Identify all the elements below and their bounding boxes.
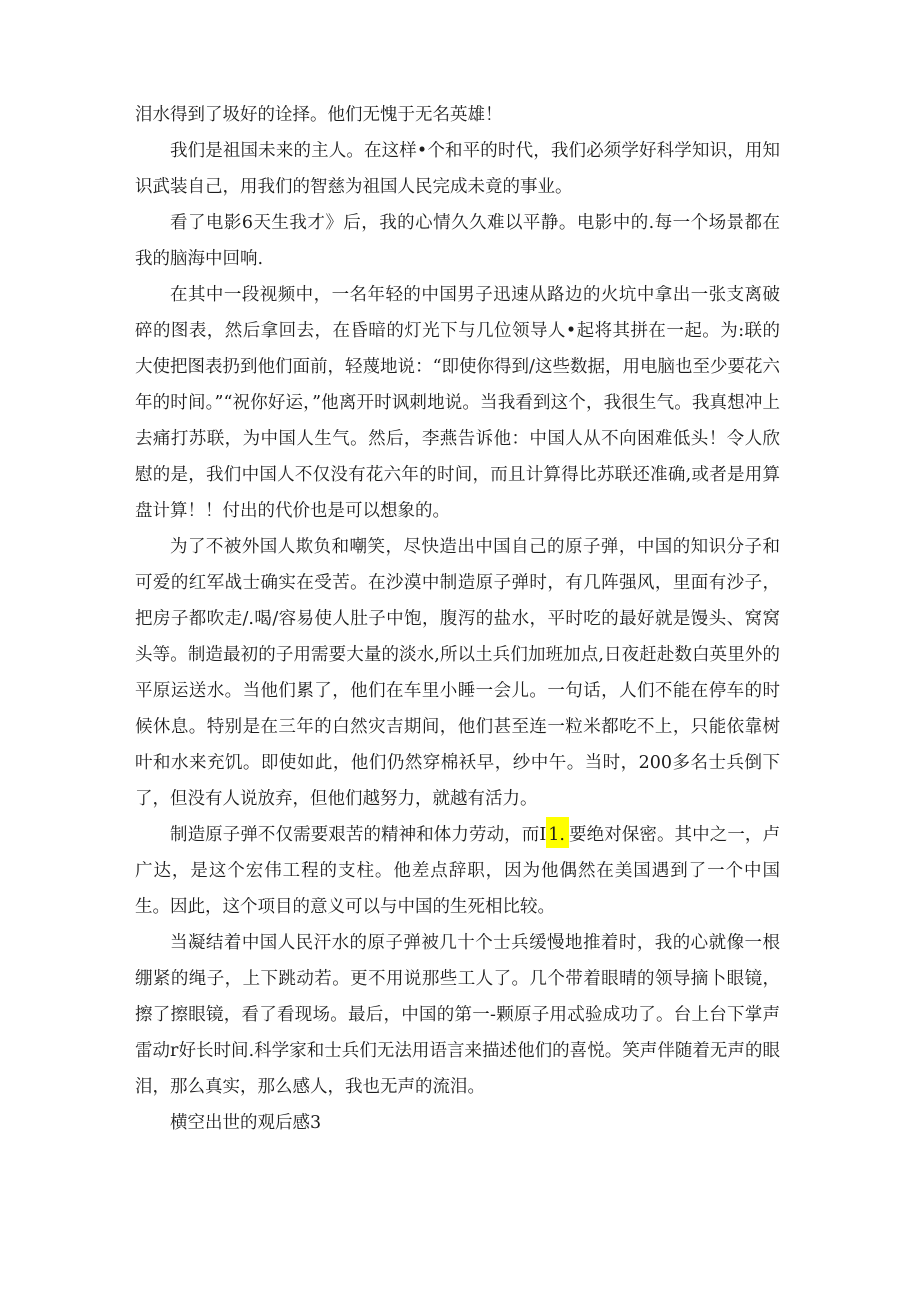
text-run: 泪水得到了圾好的诠择。他们无愧于无名英雄！ xyxy=(135,105,503,125)
paragraph xyxy=(135,817,780,925)
paragraph xyxy=(135,1105,780,1141)
text-run: 我们是祖国未来的主人。在这样•个和平的时代，我们必须学好科学知识，用知识武装自己，用我们的智慈为祖国人民完成未竟的事业。 xyxy=(135,141,780,197)
highlighted-text: 1. xyxy=(546,817,569,848)
text-run: 在其中一段视频中，一名年轻的中国男子迅速从路边的火坑中拿出一张支离破碎的图表，然后拿回去，在昏暗的灯光下与几位领导人•起将其拼在一起。为:联的大使把图表扔到他们面前，轻蔑地说：“即使你得到/这些数据，用电脑也至少要花六年的时间。”“祝你好运，”他离开时讽刺地说。当我看到这个，我很生气。我真想冲上去痛打苏联，为中国人生气。然后，李燕告诉他：中国人从不向困难低头！令人欣慰的是，我们中国人不仅没有花六年的时间，而且计算得比苏联还准确,或者是用算盘计算！！付出的代价也是可以想象的。 xyxy=(135,285,780,521)
text-run: 为了不被外国人欺负和嘲笑，尽快造出中国自己的原子弹，中国的知识分子和可爱的红军战士确实在受苦。在沙漠中制造原子弹时，有几阵强风，里面有沙子，把房子都吹走/.喝/容易使人肚子中饱，腹泻的盐水，平时吃的最好就是馒头、窝窝头等。制造最初的子用需要大量的淡水,所以土兵们加班加点,日夜赶赴数白英里外的平原运送水。当他们累了，他们在车里小睡一会儿。一句话，人们不能在停车的时候休息。特别是在三年的白然灾吉期间，他们甚至连一粒米都吃不上，只能依靠树叶和水来充饥。即使如此，他们仍然穿棉袄早，纱中午。当时，200多名士兵倒下了，但没有人说放弃，但他们越努力，就越有活力。 xyxy=(135,537,780,809)
text-run: 横空出世的观后感3 xyxy=(170,1113,322,1133)
paragraph xyxy=(135,925,780,1105)
paragraph xyxy=(135,97,780,133)
paragraph xyxy=(135,529,780,817)
text-run: 当凝结着中国人民汗水的原子弹被几十个士兵缓慢地推着时，我的心就像一根绷紧的绳子，上下跳动若。更不用说那些工人了。几个带着眼晴的领导摘卜眼镜，擦了擦眼镜，看了看现场。最后，中国的第一-颗原子用忒验成功了。台上台下掌声雷动r好长时间.科学家和士兵们无法用语言来描述他们的喜悦。笑声伴随着无声的眼泪，那么真实，那么感人，我也无声的流泪。 xyxy=(135,933,780,1097)
paragraph xyxy=(135,133,780,205)
text-run: 要绝对保密。其中之一，卢广达，是这个宏伟工程的支柱。他差点辞职，因为他偶然在美国遇到了一个中国生。因此，这个项目的意义可以与中国的生死相比较。 xyxy=(135,825,780,917)
paragraph xyxy=(135,277,780,529)
text-run: 制造原子弹不仅需要艰苦的精神和体力劳动，而I xyxy=(170,825,547,845)
document-body xyxy=(135,97,780,1141)
text-run: 看了电影6天生我才》后，我的心情久久难以平静。电影中的.每一个场景都在我的脑海中回响. xyxy=(135,213,780,269)
paragraph xyxy=(135,205,780,277)
